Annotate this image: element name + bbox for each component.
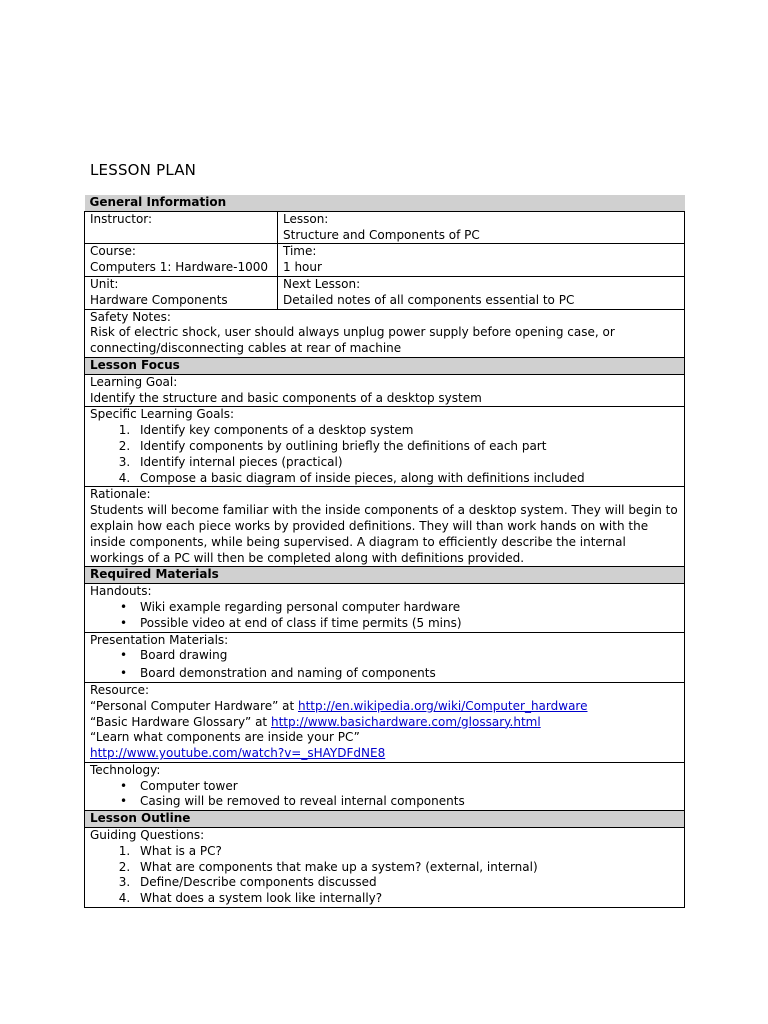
safety-notes-label: Safety Notes: [90,309,171,324]
unit-cell [85,276,278,309]
resource-1-text: “Personal Computer Hardware” at [90,698,298,713]
technology-label: Technology: [90,762,161,777]
list-item: • Casing will be removed to reveal internal components [120,794,679,810]
time-value: 1 hour [283,260,322,275]
section-header: Lesson Outline [85,811,685,828]
youtube-link[interactable]: http://www.youtube.com/watch?v=_sHAYDFdNE8 [90,746,386,761]
list-item: • Board demonstration and naming of components [120,666,679,682]
technology-list [90,779,679,811]
basichardware-link[interactable] [271,715,541,729]
rationale-cell [85,487,685,567]
presentation-materials-cell [85,632,685,682]
table-row [85,584,685,632]
instructor-label: Instructor: [90,211,153,226]
list-item: 3. Define/Describe components discussed [134,875,679,891]
resource-label: Resource: [90,682,150,697]
table-row [85,244,685,277]
table-row [85,682,685,762]
instructor-cell [85,211,278,244]
rationale-label: Rationale: [90,487,151,502]
section-required-materials [85,567,685,584]
table-row [85,374,685,407]
unit-value: Hardware Components [90,292,228,307]
basichardware-link-scheme: http [270,714,296,729]
resource-3-text: “Learn what components are inside your PC” [90,730,360,745]
specific-goals-label: Specific Learning Goals: [90,407,235,422]
safety-notes-value: Risk of electric shock, user should always unplug power supply before opening case, or connecting/disconnecting cables at rear of machine [90,325,615,356]
resource-line-1 [90,699,679,715]
safety-notes-cell [85,309,685,357]
list-item: • Board drawing [120,648,679,664]
learning-goal-label: Learning Goal: [90,374,178,389]
next-lesson-value: Detailed notes of all components essential to PC [283,292,575,307]
table-row [85,309,685,357]
resource-line-4 [90,746,679,762]
rationale-value: Students will become familiar with the inside components of a desktop system. They will begin to explain how each piece works by provided definitions. They will than work hands on with the inside components, while being supervised. A diagram to efficiently describe the internal workings of a PC will then be completed along with definitions provided. [90,503,678,565]
next-lesson-label: Next Lesson: [283,276,361,291]
handouts-cell [85,584,685,632]
list-item: 1. What is a PC? [134,844,679,860]
resource-2-text: “Basic Hardware Glossary” at [90,714,271,729]
resource-line-2 [90,715,679,731]
presentation-materials-list [90,648,679,682]
list-item: • Possible video at end of class if time permits (5 mins) [120,616,679,632]
page-title: LESSON PLAN [90,161,197,179]
lesson-value: Structure and Components of PC [283,227,480,242]
table-row [85,407,685,487]
list-item: 3. Identify internal pieces (practical) [134,455,679,471]
learning-goal-value: Identify the structure and basic components of a desktop system [90,390,482,405]
section-header: Lesson Focus [85,357,685,374]
lesson-cell [278,211,685,244]
list-item: • Computer tower [120,779,679,795]
handouts-label: Handouts: [90,584,152,599]
specific-goals-list [90,423,679,486]
specific-goals-cell [85,407,685,487]
next-lesson-cell [278,276,685,309]
list-item: • Wiki example regarding personal computer hardware [120,600,679,616]
table-row [85,828,685,908]
section-general-information [85,195,685,211]
section-header: General Information [85,195,685,211]
resource-cell [85,682,685,762]
technology-cell [85,762,685,810]
course-cell [85,244,278,277]
time-label: Time: [283,244,317,259]
handouts-list [90,600,679,632]
lesson-plan-table [84,195,685,908]
wikipedia-link[interactable]: http://en.wikipedia.org/wiki/Computer_hardware [297,698,588,713]
list-item: 1. Identify key components of a desktop system [134,423,679,439]
course-value: Computers 1: Hardware-1000 [90,260,269,275]
list-item: 4. Compose a basic diagram of inside pieces, along with definitions included [134,471,679,487]
learning-goal-cell [85,374,685,407]
section-header: Required Materials [85,567,685,584]
list-item: 2. Identify components by outlining briefly the definitions of each part [134,439,679,455]
table-row [85,762,685,810]
guiding-questions-list [90,844,679,907]
presentation-materials-label: Presentation Materials: [90,632,229,647]
basichardware-link-rest: ://www.basichardware.com/glossary.html [295,714,541,729]
lesson-label: Lesson: [283,211,329,226]
list-item: 2. What are components that make up a system? (external, internal) [134,860,679,876]
table-row [85,276,685,309]
unit-label: Unit: [90,276,119,291]
guiding-questions-label: Guiding Questions: [90,828,205,843]
table-row [85,211,685,244]
table-row [85,632,685,682]
list-item: 4. What does a system look like internally? [134,891,679,907]
course-label: Course: [90,244,136,259]
section-lesson-outline [85,811,685,828]
section-lesson-focus [85,357,685,374]
time-cell [278,244,685,277]
guiding-questions-cell [85,828,685,908]
table-row [85,487,685,567]
